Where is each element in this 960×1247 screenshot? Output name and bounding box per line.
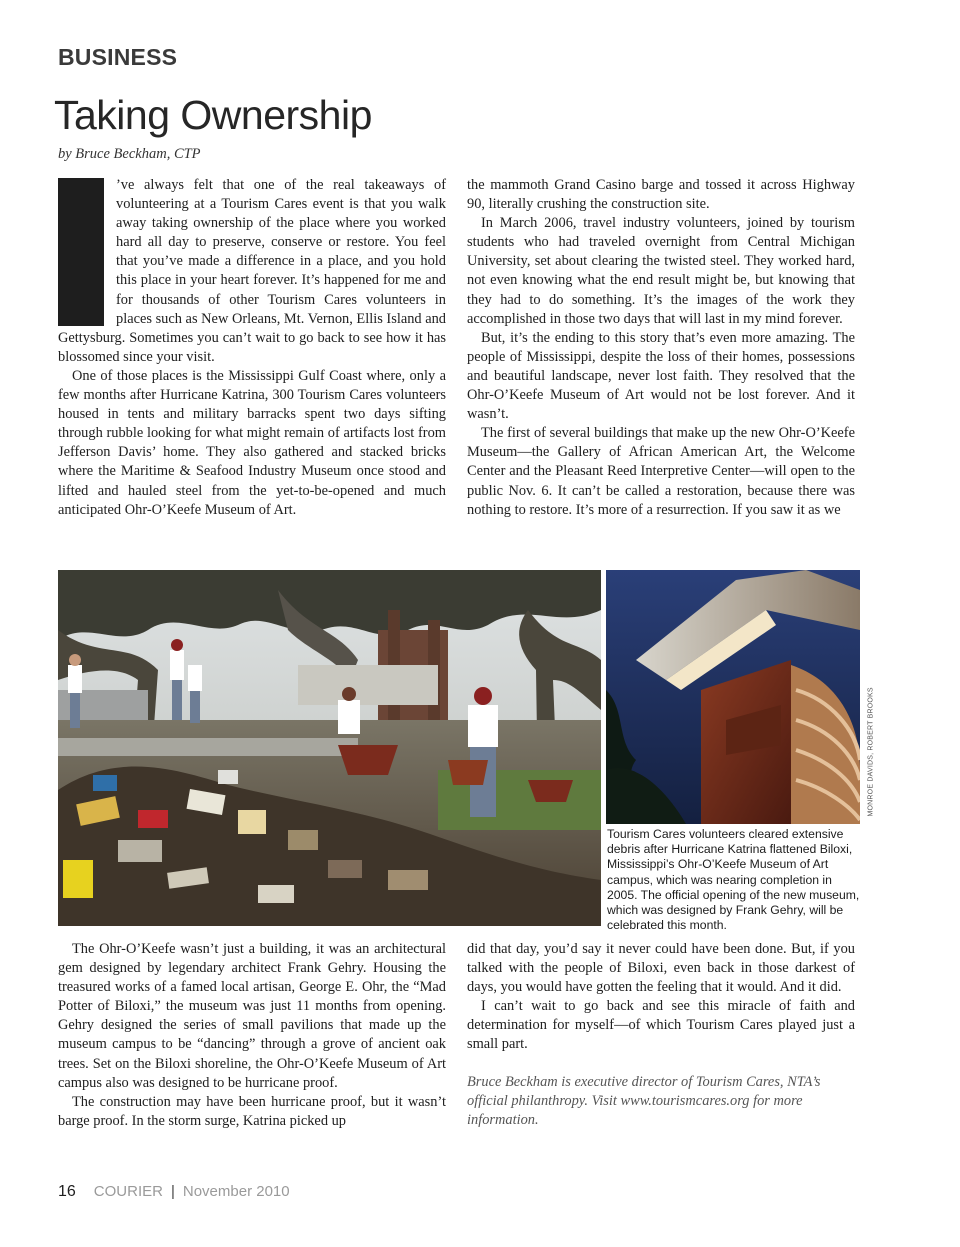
photo-credit: MONROE DAVIDS, ROBERT BROOKS xyxy=(867,687,875,817)
paragraph: The construction may have been hurricane proof, but it wasn’t barge proof. In the storm surge, Katrina picked up xyxy=(58,1093,446,1129)
paragraph: The Ohr-O’Keefe wasn’t just a building, it was an architectural gem designed by legendary architect Frank Gehry. Housing the treasured works of a famed local artisan, George E. Ohr, the “Mad Potter of Biloxi,” the museum was just 11 months from opening. Gehry designed the series of small pavilions that made up the museum campus to be “dancing” through a grove of ancient oak trees. Set on the Biloxi shoreline, the Ohr-O’Keefe Museum of Art campus also was designed to be hurricane proof. xyxy=(58,941,446,1091)
page-footer xyxy=(58,1183,290,1201)
article-column-1 xyxy=(58,176,446,520)
publication-name: COURIER xyxy=(93,1183,163,1200)
paragraph: The first of several buildings that make up the new Ohr-O’Keefe Museum—the Gallery of African American Art, the Welcome Center and the Pleasant Reed Interpretive Center—will open to the public Nov. 6. It can’t be called a restoration, because there was nothing to restore. It’s more of a resurrection. If you saw it as we xyxy=(467,425,855,518)
paragraph: I can’t wait to go back and see this miracle of faith and determination for myself—of which Tourism Cares played just a small part. xyxy=(467,998,855,1053)
museum-building-photo xyxy=(606,570,860,824)
byline: by Bruce Beckham, CTP xyxy=(58,146,201,162)
article-title: Taking Ownership xyxy=(54,92,372,138)
article-column-4 xyxy=(467,940,855,1130)
volunteers-cleanup-photo xyxy=(58,570,601,926)
footer-divider: | xyxy=(170,1183,175,1200)
section-label: BUSINESS xyxy=(58,44,178,70)
paragraph: ’ve always felt that one of the real takeaways of volunteering at a Tourism Cares event is that you walk away taking ownership of the place where you worked hard all day to preserve, conserve or restore. You feel that you’ve made a difference in a place, and you hold this place in your heart forever. It’s happened for me and for thousands of other Tourism Cares volunteers in places such as New Orleans, Mt. Vernon, Ellis Island and Gettysburg. Sometimes you can’t wait to go back to see how it has blossomed since your visit. xyxy=(58,177,446,365)
paragraph: One of those places is the Mississippi Gulf Coast where, only a few months after Hurricane Katrina, 300 Tourism Cares volunteers housed in tents and military barracks spent two days sifting through rubble looking for what might remain of artifacts lost from Jefferson Davis’ home. They also gathered and stacked bricks where the Maritime & Seafood Industry Museum once stood and lifted and hauled steel from the yet-to-be-opened and much anticipated Ohr-O’Keefe Museum of Art. xyxy=(58,367,446,518)
article-column-2 xyxy=(467,176,855,520)
issue-date: November 2010 xyxy=(182,1183,290,1200)
paragraph: But, it’s the ending to this story that’s even more amazing. The people of Mississippi, despite the loss of their homes, possessions and beautiful landscape, never lost faith. They resolved that the Ohr-O’Keefe Museum of Art would not be lost forever. And it wasn’t. xyxy=(467,329,855,423)
author-bio: Bruce Beckham is executive director of Tourism Cares, NTA’s official philanthropy. Visit www.tourismcares.org for more information. xyxy=(467,1073,821,1128)
drop-cap xyxy=(58,178,104,326)
photo-caption: Tourism Cares volunteers cleared extensive debris after Hurricane Katrina flattened Biloxi, Mississippi’s Ohr-O’Keefe Museum of Art campus, which was nearing completion in 2005. The official opening of the new museum, which was designed by Frank Gehry, will be celebrated this month. xyxy=(607,827,860,933)
page-number: 16 xyxy=(58,1183,76,1200)
paragraph: the mammoth Grand Casino barge and tossed it across Highway 90, literally crushing the construction site. xyxy=(467,177,855,213)
paragraph: did that day, you’d say it never could have been done. But, if you talked with the people of Biloxi, even back in those darkest of days, you would have gotten the feeling that it would. And it did. xyxy=(467,941,855,996)
article-column-3 xyxy=(58,940,446,1131)
paragraph: In March 2006, travel industry volunteers, joined by tourism students who had traveled overnight from Central Michigan University, set about clearing the twisted steel. They worked hard, not even knowing what the end result might be, but knowing that they had to do something. It’s the images of the work they accomplished in those two days that will last in my mind forever. xyxy=(467,215,855,327)
